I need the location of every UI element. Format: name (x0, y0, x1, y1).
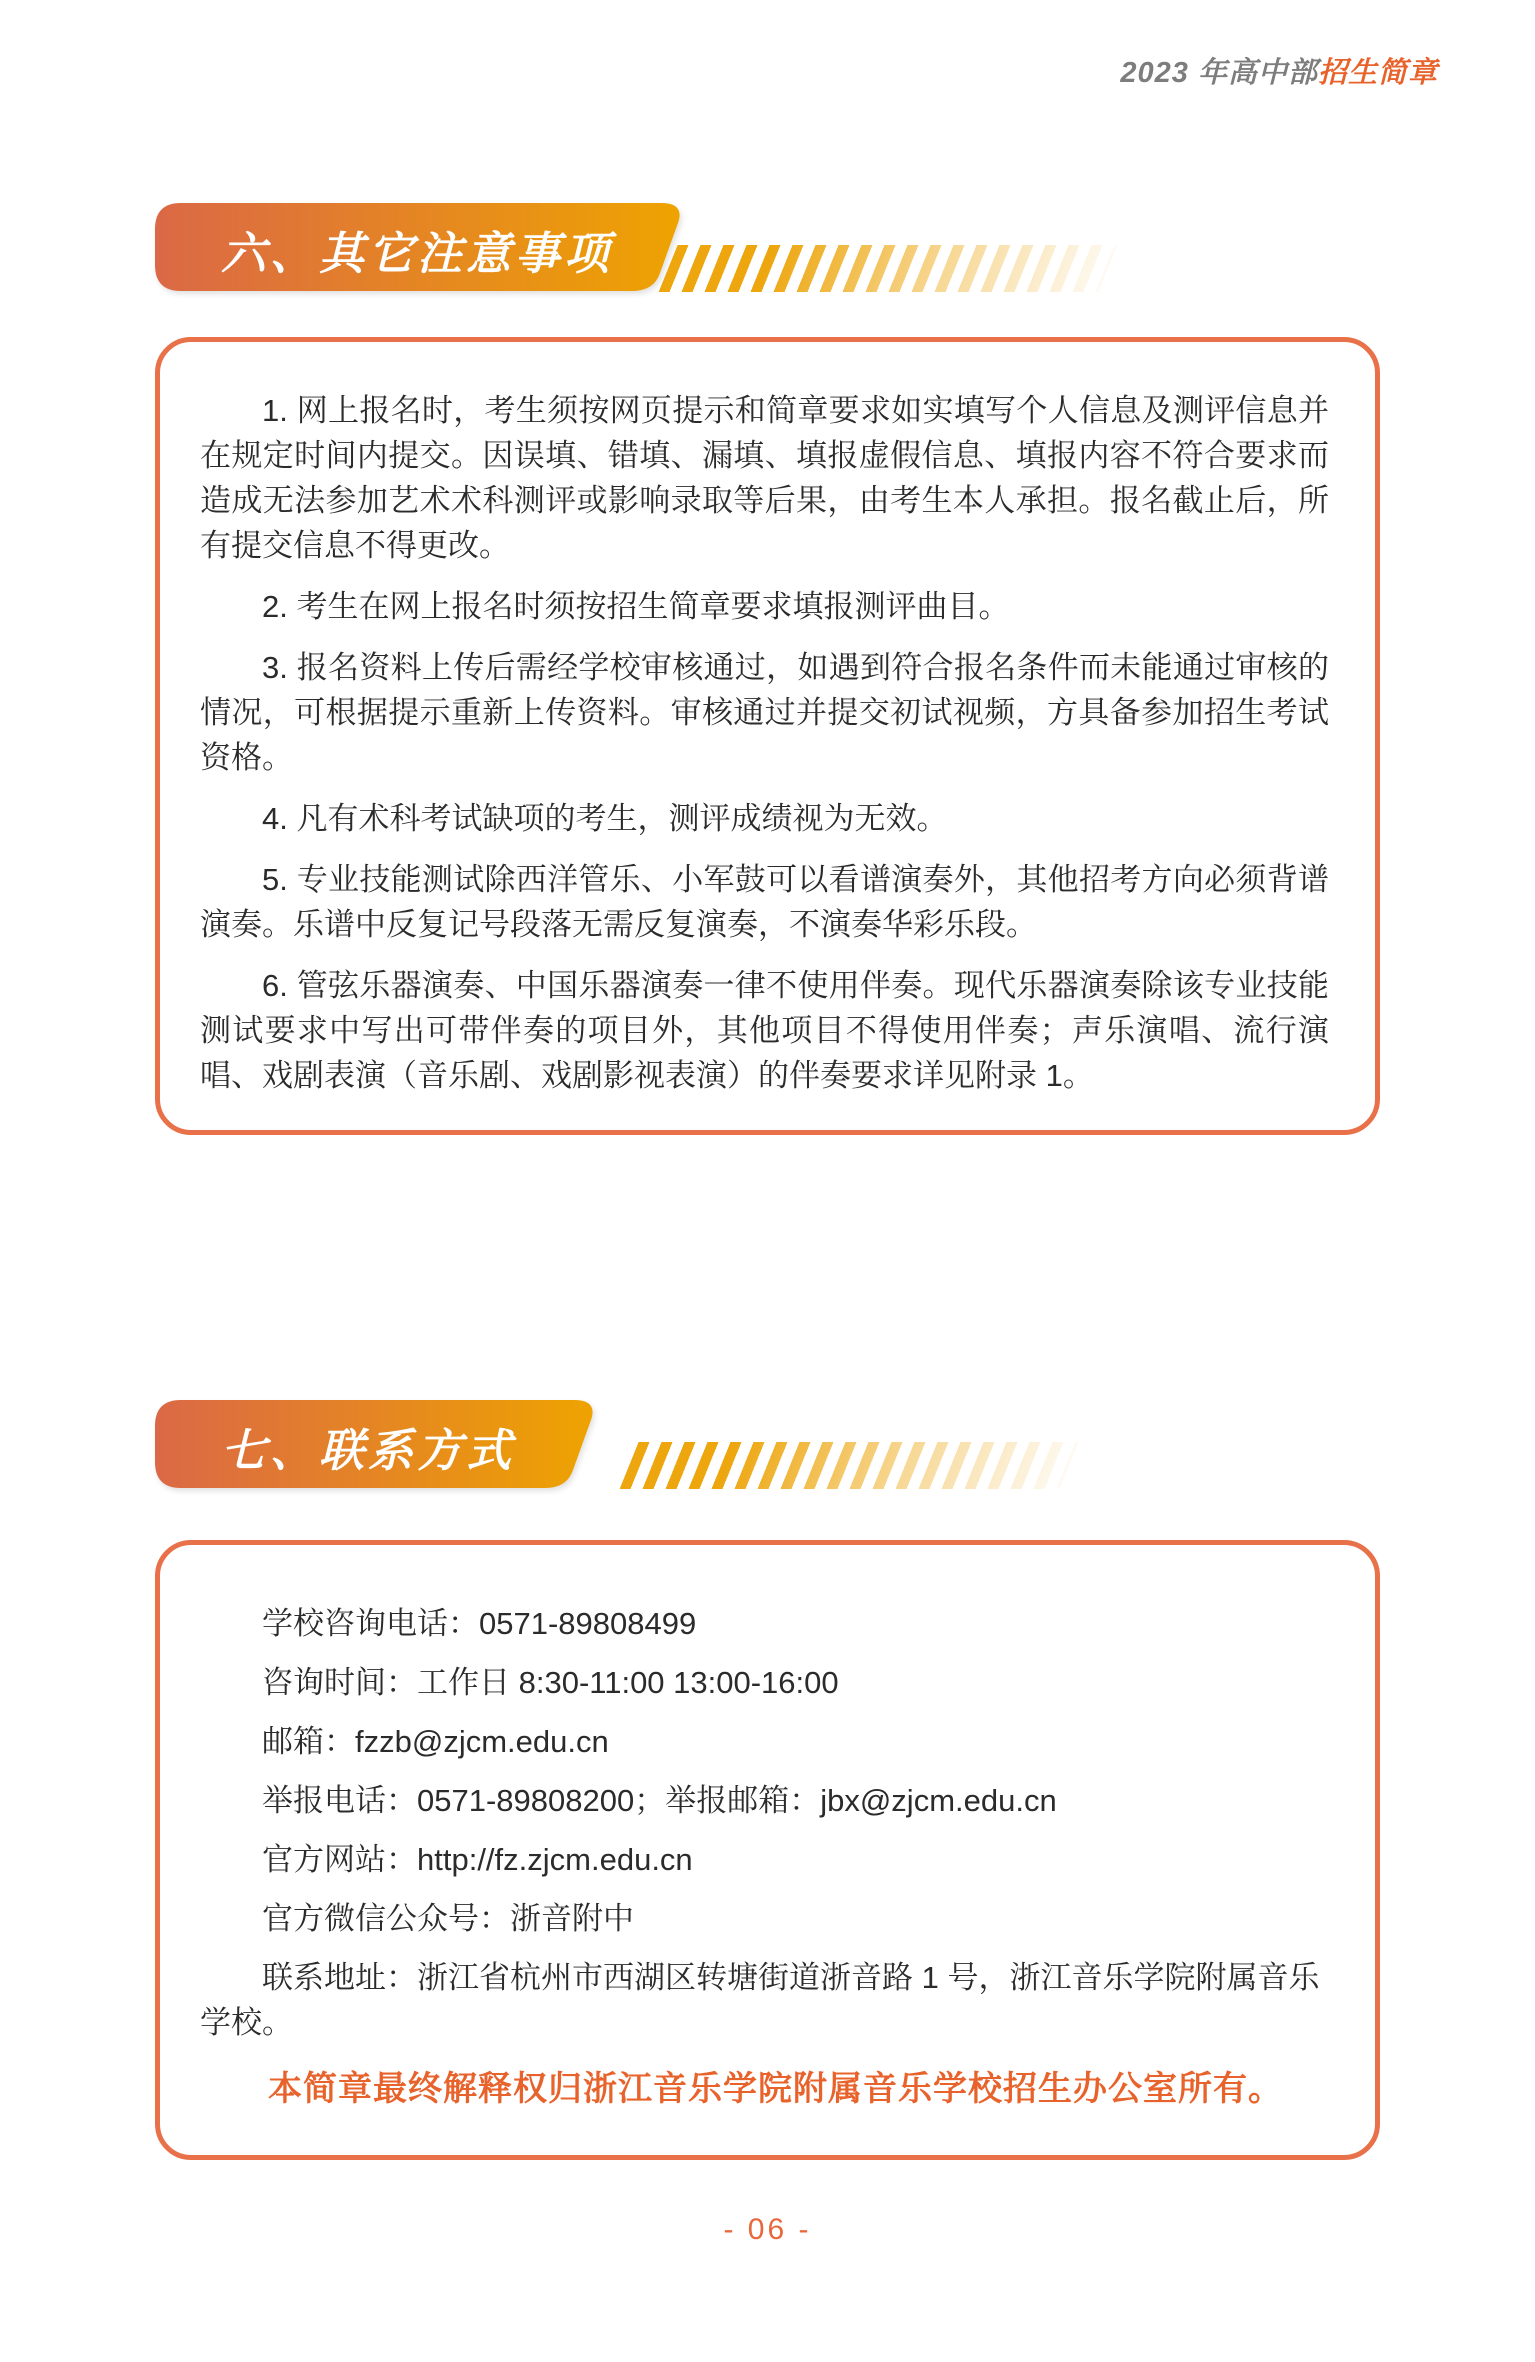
contact-report-phone-email: 举报电话：0571-89808200；举报邮箱：jbx@zjcm.edu.cn (262, 1783, 1057, 1818)
header-title-orange: 招生简章 (1317, 57, 1438, 89)
decorative-slashes-icon (659, 245, 1118, 292)
section6-notice-box (155, 337, 1380, 1135)
section6-banner (155, 203, 685, 291)
contact-wechat: 官方微信公众号：浙音附中 (262, 1901, 634, 1936)
section7-banner (155, 1400, 598, 1488)
contact-hours: 咨询时间：工作日 8:30-11:00 13:00-16:00 (262, 1665, 839, 1700)
decorative-slashes-icon (620, 1442, 1079, 1489)
contact-email: 邮箱：fzzb@zjcm.edu.cn (262, 1724, 609, 1759)
notice-paragraph-4: 4. 凡有术科考试缺项的考生，测评成绩视为无效。 (262, 801, 948, 836)
header-title-gray: 2023 年高中部 (1120, 57, 1318, 89)
section7-contact-box (155, 1540, 1380, 2160)
page-header (1120, 50, 1438, 91)
page-number: - 06 - (723, 2213, 812, 2246)
notice-paragraph-1: 1. 网上报名时，考生须按网页提示和简章要求如实填写个人信息及测评信息并在规定时间内提交。因误填、错填、漏填、填报虚假信息、填报内容不符合要求而造成无法参加艺术术科测评或影响录取等后果，由考生本人承担。报名截止后，所有提交信息不得更改。 (200, 393, 1329, 563)
notice-paragraph-2: 2. 考生在网上报名时须按招生简章要求填报测评曲目。 (262, 589, 1010, 624)
notice-paragraph-6: 6. 管弦乐器演奏、中国乐器演奏一律不使用伴奏。现代乐器演奏除该专业技能测试要求中写出可带伴奏的项目外，其他项目不得使用伴奏；声乐演唱、流行演唱、戏剧表演（音乐剧、戏剧影视表演）的伴奏要求详见附录 1。 (200, 968, 1329, 1093)
notice-paragraph-3: 3. 报名资料上传后需经学校审核通过，如遇到符合报名条件而未能通过审核的情况，可根据提示重新上传资料。审核通过并提交初试视频，方具备参加招生考试资格。 (200, 650, 1329, 775)
contact-address: 联系地址：浙江省杭州市西湖区转塘街道浙音路 1 号，浙江音乐学院附属音乐学校。 (200, 1960, 1320, 2040)
section7-title: 七、联系方式 (221, 1425, 516, 1476)
contact-website: 官方网站：http://fz.zjcm.edu.cn (262, 1842, 693, 1877)
contact-phone: 学校咨询电话：0571-89808499 (262, 1606, 697, 1641)
final-interpretation-note: 本简章最终解释权归浙江音乐学院附属音乐学校招生办公室所有。 (268, 2070, 1283, 2108)
notice-paragraph-5: 5. 专业技能测试除西洋管乐、小军鼓可以看谱演奏外，其他招考方向必须背谱演奏。乐谱中反复记号段落无需反复演奏，不演奏华彩乐段。 (200, 862, 1329, 942)
section6-title: 六、其它注意事项 (221, 228, 614, 279)
